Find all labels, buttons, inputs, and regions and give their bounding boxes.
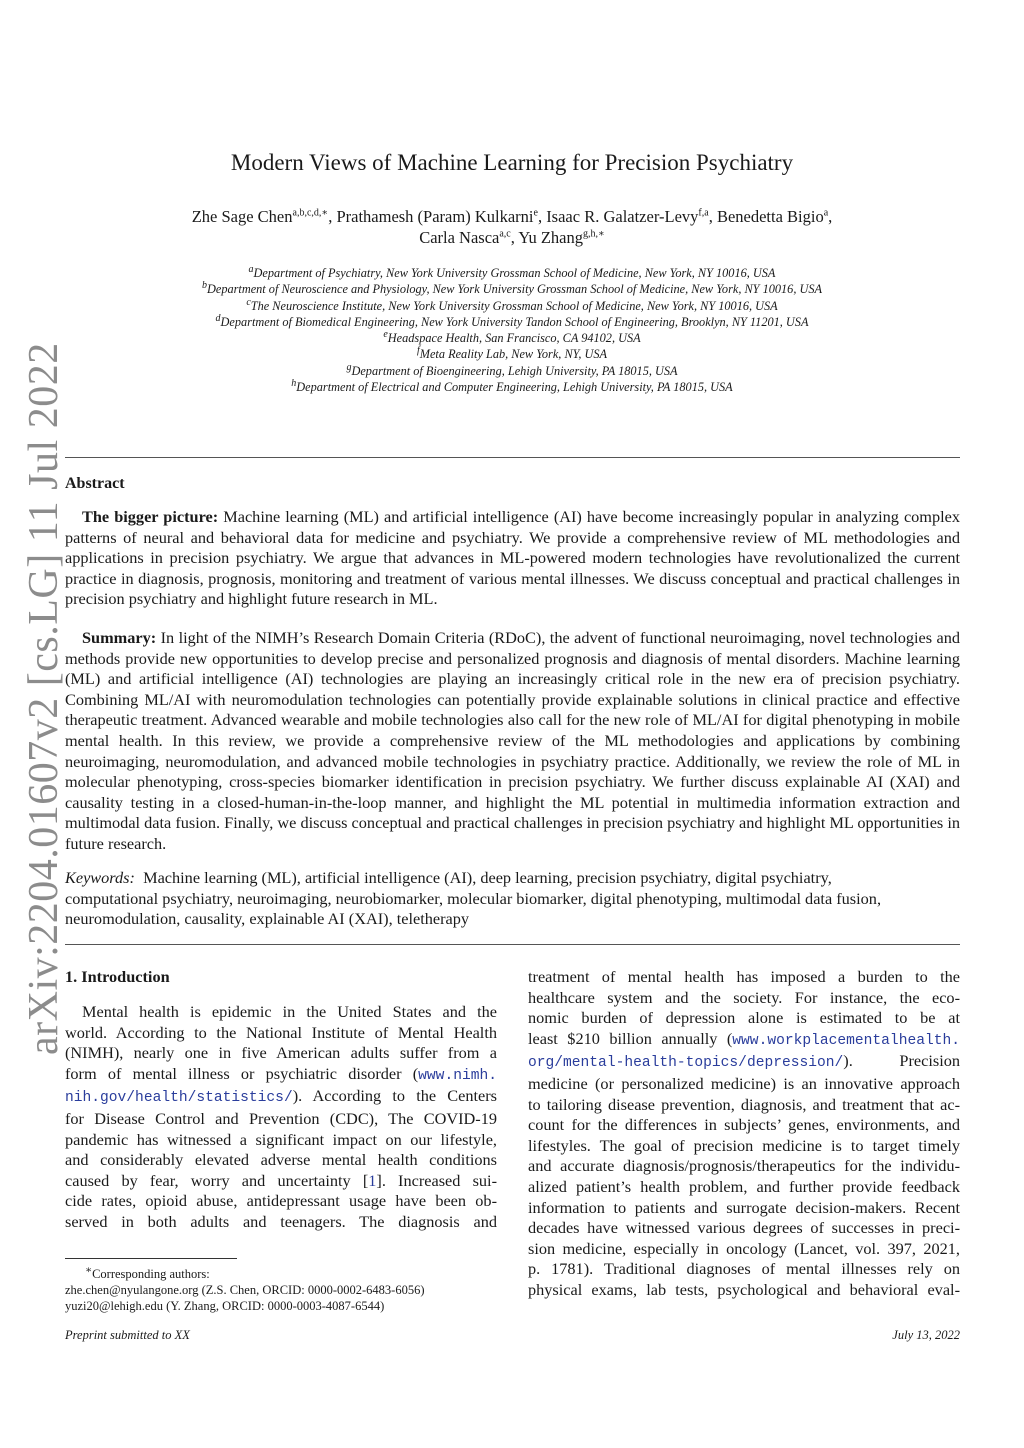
affiliation-mark: a: [248, 263, 254, 275]
text-fragment: ]. Increased sui-: [376, 1170, 497, 1190]
text-line: pandemic has witnessed a significant impact on our lifestyle,: [65, 1129, 497, 1149]
section-heading-introduction: 1. Introduction: [65, 967, 170, 986]
text-line: [528, 1029, 960, 1052]
text-line: information to patients and surrogate decision-makers. Recent: [528, 1197, 960, 1217]
affiliation-mark: f: [416, 345, 420, 357]
footnote-line: yuzi20@lehigh.edu (Y. Zhang, ORCID: 0000-0003-4087-6544): [65, 1299, 385, 1314]
affiliation-text: Department of Electrical and Computer Engineering, Lehigh University, PA 18015, USA: [296, 380, 733, 395]
text-line: physical exams, lab tests, psychological and behavioral eval-: [528, 1279, 960, 1299]
keywords: [65, 868, 960, 930]
affiliation-list: [60, 265, 964, 395]
affiliation: [60, 346, 964, 362]
affiliation-text: Headspace Health, San Francisco, CA 94102, USA: [387, 331, 641, 346]
affiliation: [60, 314, 964, 330]
text-line: to tailoring disease prevention, diagnosis, and treatment that ac-: [528, 1094, 960, 1114]
affiliation: [60, 298, 964, 314]
affiliation-text: Department of Neuroscience and Physiology, New York University Grossman School of Medicine, New York, NY 10016, USA: [206, 282, 823, 297]
text-fragment: caused by fear, worry and uncertainty [: [65, 1170, 369, 1190]
depression-url-link[interactable]: www.workplacementalhealth.: [732, 1032, 960, 1049]
affiliation: [60, 363, 964, 379]
affiliation-mark: c: [246, 296, 251, 308]
text-line: alized patient’s health problem, and further provide feedback: [528, 1176, 960, 1196]
text-fragment: least $210 billion annually (: [528, 1028, 733, 1048]
affiliation: [60, 281, 964, 297]
affiliation-mark: d: [215, 312, 221, 324]
affiliation-text: Meta Reality Lab, New York, NY, USA: [419, 347, 608, 362]
author-marks: f,a: [698, 207, 709, 219]
author-name: Zhe Sage Chen: [191, 207, 293, 226]
arxiv-stamp: arXiv:2204.01607v2 [cs.LG] 11 Jul 2022: [21, 342, 67, 1055]
text-line: and accurate diagnosis/prognosis/therapeutics for the individu-: [528, 1156, 960, 1176]
affiliation-text: Department of Psychiatry, New York University Grossman School of Medicine, New York, NY 10016, USA: [253, 266, 776, 280]
text-line: sion medicine, especially in oncology (Lancet, vol. 397, 2021,: [528, 1238, 960, 1258]
bigger-picture-label: The bigger picture:: [82, 507, 219, 526]
author-marks: a: [823, 207, 829, 219]
summary-paragraph: [65, 628, 960, 855]
text-line: healthcare system and the society. For instance, the eco-: [528, 987, 960, 1007]
abstract-bottom-rule: [65, 944, 960, 945]
summary-label: Summary:: [82, 628, 157, 647]
bigger-picture-paragraph: [65, 507, 960, 610]
text-fragment: ). According to the Centers: [292, 1086, 497, 1106]
intro-right-column: [528, 967, 960, 1301]
affiliation: [60, 265, 964, 281]
text-line: [65, 1064, 497, 1087]
summary-text: In light of the NIMH’s Research Domain Criteria (RDoC), the advent of functional neuroimaging, novel technologies and methods provide new opportunities to develop precise and personalized prognosis and diagnosis of mental disorders. Machine learning (ML) and artificial intelligence (AI) technologies are playing an increasingly critical role in the new era of precision psychiatry. Combining ML/AI with neuromodulation technologies can potentially provide explainable solutions in clinical practice and effective therapeutic treatment. Advanced wearable and mobile technologies also call for the new role of ML/AI for digital phenotyping in mobile mental health. In this review, we provide a comprehensive review of the ML methodologies and applications by combining neuroimaging, neuromodulation, and advanced mobile technologies in psychiatry practice. Additionally, we review the role of ML in molecular phenotyping, cross-species biomarker identification in precision psychiatry. We further discuss explainable AI (XAI) and causality testing in a closed-human-in-the-loop manner, and highlight the ML potential in multimedia information extraction and multimodal data fusion. Finally, we discuss conceptual and practical challenges in precision psychiatry and highlight ML opportunities in future research.: [65, 628, 960, 853]
affiliation-text: Department of Bioengineering, Lehigh University, PA 18015, USA: [351, 363, 678, 378]
affiliation-mark: g: [346, 361, 352, 373]
author-marks: a,b,c,d,∗: [292, 207, 329, 219]
affiliation-mark: b: [201, 280, 207, 292]
intro-left-column: [65, 1002, 497, 1233]
affiliation: [60, 379, 964, 395]
affiliation-text: The Neuroscience Institute, New York University Grossman School of Medicine, New York, NY 10016, USA: [250, 298, 778, 313]
affiliation: [60, 330, 964, 346]
text-fragment: ). Precision: [843, 1051, 960, 1071]
text-line: cide rates, opioid abuse, antidepressant usage have been ob-: [65, 1191, 497, 1211]
footnote-mark: ∗: [85, 1265, 93, 1276]
paper-title: Modern Views of Machine Learning for Precision Psychiatry: [230, 150, 794, 175]
footnote-line: zhe.chen@nyulangone.org (Z.S. Chen, ORCID: 0000-0002-6483-6056): [65, 1283, 425, 1298]
text-line: count for the differences in subjects’ genes, environments, and: [528, 1115, 960, 1135]
nimh-url-link[interactable]: www.nimh.: [418, 1067, 497, 1084]
abstract-top-rule: [65, 457, 960, 458]
depression-url-link[interactable]: org/mental-health-topics/depression/: [528, 1055, 844, 1072]
author-name: Benedetta Bigio: [716, 207, 824, 226]
author-name: Carla Nasca: [419, 228, 500, 247]
text-line: [528, 1051, 960, 1074]
citation-link[interactable]: 1: [368, 1170, 377, 1190]
text-line: world. According to the National Institute of Mental Health: [65, 1022, 497, 1042]
text-line: lifestyles. The goal of precision medicine is to target timely: [528, 1135, 960, 1155]
keywords-label: Keywords:: [65, 868, 135, 887]
text-line: p. 1781). Traditional diagnoses of mental illnesses rely on: [528, 1259, 960, 1279]
footer-date: July 13, 2022: [892, 1328, 960, 1342]
text-line: [65, 1171, 497, 1192]
author-list: Zhe Sage Chen$^{a,b,c,d,∗}$, Prathamesh (Param) Kulkarni$^e$, Isaac R. Galatzer-Levy$^{f,a}$, Benedetta Bigio$^a$, Carla Nasca$^{a,c}$, Yu Zhang$^{g,h,∗}$: [191, 207, 833, 247]
text-line: treatment of mental health has imposed a burden to the: [528, 967, 960, 986]
text-line: (NIMH), nearly one in five American adults suffer from a: [65, 1043, 497, 1063]
footer-preprint-note: Preprint submitted to XX: [65, 1328, 190, 1342]
text-line: decades have witnessed various degrees of successes in preci-: [528, 1218, 960, 1238]
affiliation-mark: e: [383, 329, 388, 341]
text-line: medicine (or personalized medicine) is an innovative approach: [528, 1073, 960, 1093]
author-marks: a,c: [499, 228, 511, 240]
affiliation-mark: h: [291, 377, 297, 389]
keywords-line: neuromodulation, causality, explainable AI (XAI), teletherapy: [65, 909, 470, 929]
nimh-url-link[interactable]: nih.gov/health/statistics/: [65, 1090, 293, 1107]
text-fragment: form of mental illness or psychiatric disorder (: [65, 1063, 419, 1083]
footnote: [65, 1263, 425, 1314]
footnote-label: Corresponding authors:: [92, 1267, 210, 1282]
author-name: Prathamesh (Param) Kulkarni: [336, 207, 534, 226]
text-line: Mental health is epidemic in the United States and the: [82, 1002, 497, 1021]
bigger-picture-text: Machine learning (ML) and artificial intelligence (AI) have become increasingly popular in analyzing complex patterns of neural and behavioral data for medicine and psychiatry. We provide a comprehensive review of ML methodologies and applications in precision psychiatry. We argue that advances in ML-powered modern technologies have revolutionalized the current practice in diagnosis, prognosis, monitoring and treatment of various mental illnesses. We discuss conceptual and practical challenges in precision psychiatry and highlight future research in ML.: [65, 507, 961, 609]
keywords-line: Machine learning (ML), artificial intelligence (AI), deep learning, precision psychiatry, digital psychiatry,: [143, 868, 832, 887]
author-marks: e: [533, 207, 538, 219]
author-name: Isaac R. Galatzer-Levy: [546, 207, 699, 226]
keywords-line: computational psychiatry, neuroimaging, neurobiomarker, molecular biomarker, digital phenotyping, multimodal data fusion,: [65, 888, 882, 908]
footnote-heading: [65, 1263, 425, 1282]
text-line: nomic burden of depression alone is estimated to be at: [528, 1008, 960, 1028]
text-line: and considerably elevated adverse mental health conditions: [65, 1150, 497, 1170]
abstract-heading: Abstract: [65, 475, 125, 492]
author-name: Yu Zhang: [518, 228, 584, 247]
author-marks: g,h,∗: [583, 228, 605, 240]
text-line: [65, 1086, 497, 1109]
affiliation-text: Department of Biomedical Engineering, New York University Tandon School of Engineering, Brooklyn, NY 11201, USA: [220, 314, 809, 329]
text-line: for Disease Control and Prevention (CDC), The COVID-19: [65, 1108, 497, 1128]
text-line: served in both adults and teenagers. The diagnosis and: [65, 1211, 497, 1231]
footnote-rule: [65, 1258, 237, 1259]
